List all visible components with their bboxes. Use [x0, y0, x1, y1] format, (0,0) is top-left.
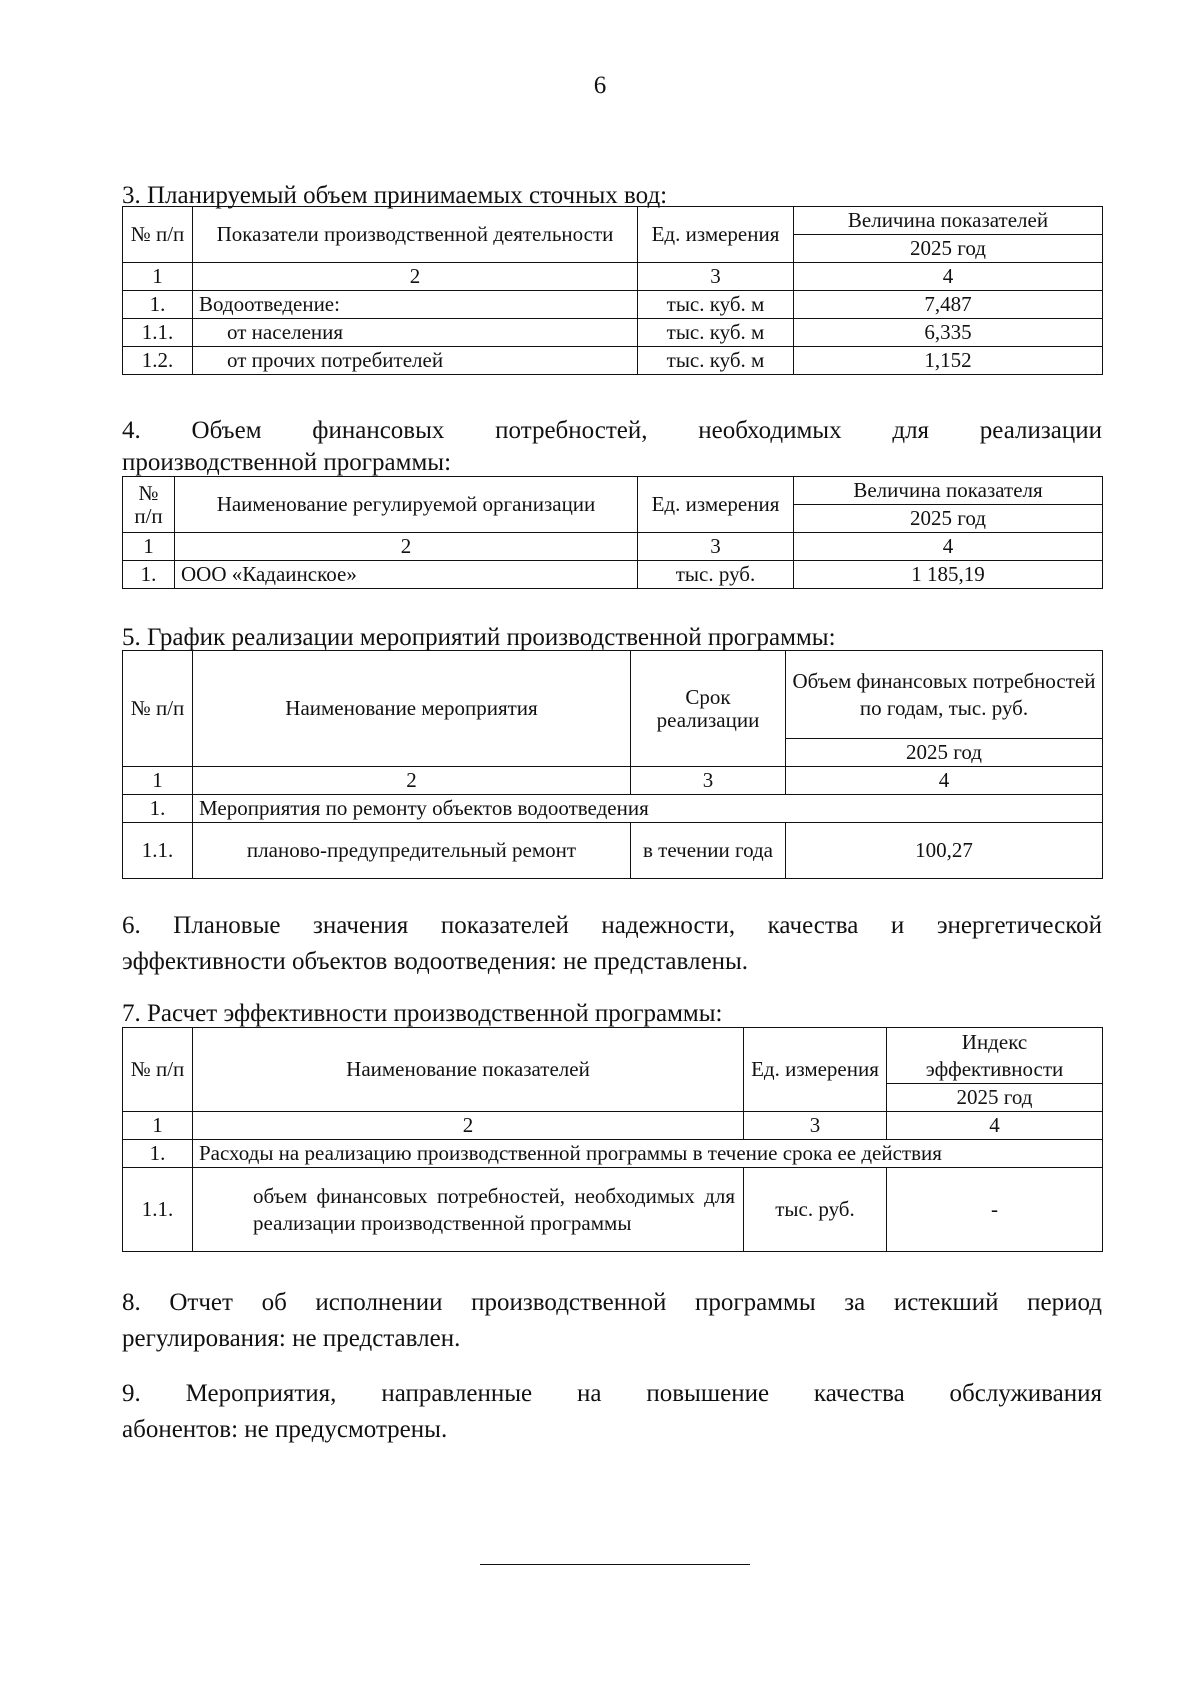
table-row — [123, 823, 1103, 879]
col-org-header: Наименование регулируемой организации — [175, 477, 638, 533]
col-year-header: 2025 год — [887, 1084, 1103, 1112]
page-number: 6 — [593, 72, 607, 99]
row-num: 1. — [123, 561, 175, 589]
row-num: 1.1. — [123, 823, 193, 879]
col-number: 1 — [123, 1112, 193, 1140]
section-6-line-2: эффективности объектов водоотведения: не представлены. — [122, 948, 749, 975]
col-number: 2 — [193, 767, 631, 795]
col-num-header: № п/п — [123, 1028, 193, 1112]
col-number: 4 — [794, 533, 1103, 561]
section-8-line-2: регулирования: не представлен. — [122, 1325, 461, 1352]
col-number: 3 — [631, 767, 786, 795]
row-num: 1.2. — [123, 347, 193, 375]
col-num-header: № п/п — [123, 651, 193, 767]
col-num-header: № п/п — [123, 477, 175, 533]
col-number: 3 — [638, 263, 794, 291]
col-value-group-header: Величина показателей — [794, 207, 1103, 235]
section-6-line-1: 6. Плановые значения показателей надежности, качества и энергетической — [122, 912, 1102, 939]
row-value: 100,27 — [786, 823, 1103, 879]
row-num: 1. — [123, 1140, 193, 1168]
row-num: 1.1. — [123, 319, 193, 347]
section-4-heading-line-1: 4. Объем финансовых потребностей, необходимых для реализации — [122, 417, 1102, 444]
col-year-header: 2025 год — [786, 739, 1103, 767]
row-unit: тыс. куб. м — [638, 291, 794, 319]
col-indicator-header: Показатели производственной деятельности — [193, 207, 638, 263]
col-number: 3 — [638, 533, 794, 561]
row-value: 1 185,19 — [794, 561, 1103, 589]
row-unit: тыс. куб. м — [638, 347, 794, 375]
col-number: 1 — [123, 263, 193, 291]
col-name-header: Наименование мероприятия — [193, 651, 631, 767]
col-year-header: 2025 год — [794, 505, 1103, 533]
row-value: - — [887, 1168, 1103, 1252]
row-num: 1. — [123, 795, 193, 823]
table-row — [123, 347, 1103, 375]
table-row — [123, 291, 1103, 319]
section-7-heading: 7. Расчет эффективности производственной программы: — [122, 1000, 723, 1027]
row-value: 6,335 — [794, 319, 1103, 347]
row-name: Расходы на реализацию производственной программы в течение срока ее действия — [193, 1140, 1103, 1168]
table-row — [123, 319, 1103, 347]
row-unit: тыс. куб. м — [638, 319, 794, 347]
col-unit-header: Ед. измерения — [638, 477, 794, 533]
col-number: 2 — [193, 263, 638, 291]
row-unit: тыс. руб. — [744, 1168, 887, 1252]
col-value-group-header: Величина показателя — [794, 477, 1103, 505]
table-row — [123, 561, 1103, 589]
table-group-row — [123, 1140, 1103, 1168]
col-finance-header: Объем финансовых потребностей по годам, тыс. руб. — [786, 651, 1103, 739]
closing-rule — [480, 1564, 750, 1565]
row-value: 1,152 — [794, 347, 1103, 375]
section-5-heading: 5. График реализации мероприятий производственной программы: — [122, 624, 836, 651]
section-7-table — [122, 1027, 1103, 1252]
col-term-header: Срок реализации — [631, 651, 786, 767]
col-number: 1 — [123, 533, 175, 561]
col-number: 3 — [744, 1112, 887, 1140]
col-unit-header: Ед. измерения — [638, 207, 794, 263]
section-3-table — [122, 206, 1103, 375]
section-9-line-2: абонентов: не предусмотрены. — [122, 1416, 448, 1443]
row-name: от населения — [193, 319, 638, 347]
row-num: 1. — [123, 291, 193, 319]
col-number: 4 — [887, 1112, 1103, 1140]
row-name: Мероприятия по ремонту объектов водоотведения — [193, 795, 1103, 823]
row-name: планово-предупредительный ремонт — [193, 823, 631, 879]
section-5-table — [122, 650, 1103, 879]
row-name: объем финансовых потребностей, необходимых для реализации производственной программы — [193, 1168, 744, 1252]
row-value: 7,487 — [794, 291, 1103, 319]
col-number: 4 — [786, 767, 1103, 795]
section-8-line-1: 8. Отчет об исполнении производственной программы за истекший период — [122, 1289, 1102, 1316]
table-group-row — [123, 795, 1103, 823]
row-name: от прочих потребителей — [193, 347, 638, 375]
row-num: 1.1. — [123, 1168, 193, 1252]
section-4-heading-line-2: производственной программы: — [122, 449, 452, 476]
table-row — [123, 1168, 1103, 1252]
section-3-heading: 3. Планируемый объем принимаемых сточных вод: — [122, 182, 668, 209]
row-unit: тыс. руб. — [638, 561, 794, 589]
row-name: ООО «Кадаинское» — [175, 561, 638, 589]
col-year-header: 2025 год — [794, 235, 1103, 263]
row-term: в течении года — [631, 823, 786, 879]
col-number: 1 — [123, 767, 193, 795]
col-index-header: Индекс эффективности — [887, 1028, 1103, 1084]
col-number: 2 — [175, 533, 638, 561]
row-name: Водоотведение: — [193, 291, 638, 319]
col-number: 4 — [794, 263, 1103, 291]
col-number: 2 — [193, 1112, 744, 1140]
col-name-header: Наименование показателей — [193, 1028, 744, 1112]
section-9-line-1: 9. Мероприятия, направленные на повышение качества обслуживания — [122, 1380, 1102, 1407]
section-4-table — [122, 476, 1103, 589]
col-num-header: № п/п — [123, 207, 193, 263]
col-unit-header: Ед. измерения — [744, 1028, 887, 1112]
